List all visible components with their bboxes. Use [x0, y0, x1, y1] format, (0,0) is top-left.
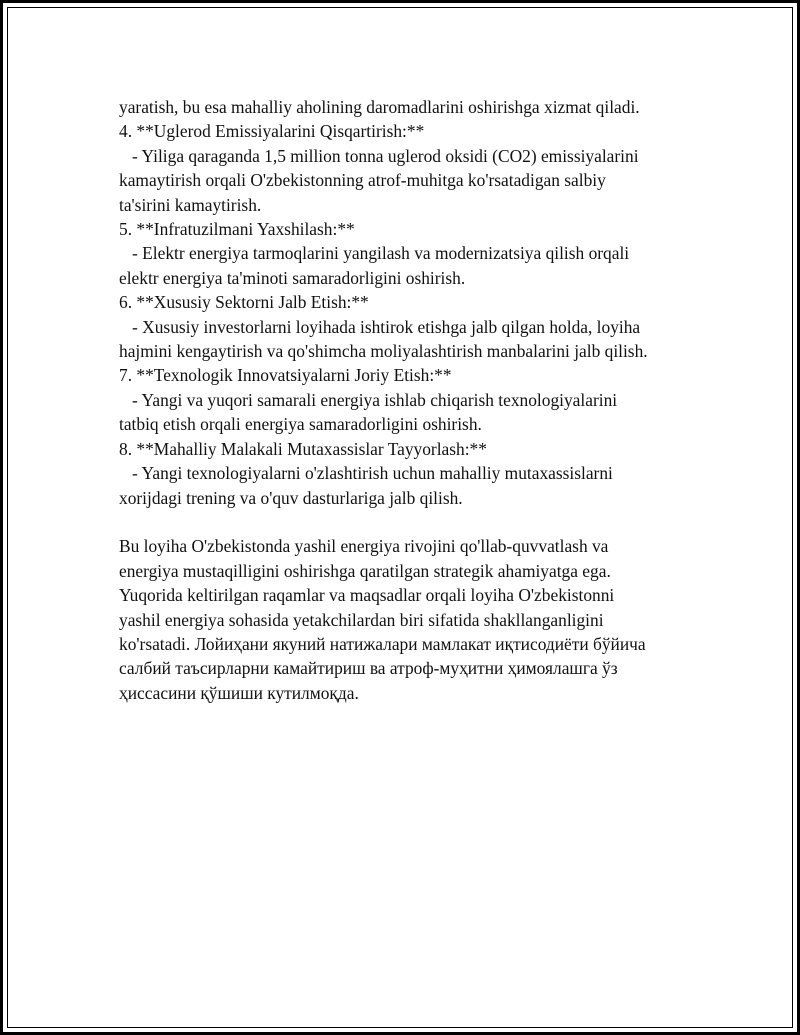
closing-paragraph-line: Bu loyiha O'zbekistonda yashil energiya rivojini qo'llab-quvvatlash va	[119, 536, 609, 557]
closing-paragraph-line: ko'rsatadi. Лойиҳани якуний натижалари мамлакат иқтисодиёти бўйича	[119, 633, 646, 654]
closing-paragraph-line: energiya mustaqilligini oshirishga qaratilgan strategik ahamiyatga ega.	[119, 560, 611, 581]
closing-paragraph-line: yashil energiya sohasida yetakchilardan biri sifatida shakllanganligini	[119, 609, 604, 630]
closing-paragraph-line: ҳиссасини қўшиши кутилмоқда.	[119, 682, 359, 703]
text-line: hajmini kengaytirish va qo'shimcha moliyalashtirish manbalarini jalb qilish.	[119, 341, 648, 362]
text-line: - Yangi va yuqori samarali energiya ishlab chiqarish texnologiyalarini	[119, 389, 618, 410]
text-line: - Yiliga qaraganda 1,5 million tonna uglerod oksidi (CO2) emissiyalarini	[119, 145, 639, 166]
text-line: yaratish, bu esa mahalliy aholining daromadlarini oshirishga xizmat qiladi.	[119, 97, 640, 117]
closing-paragraph-line: салбий таъсирларни камайтириш ва атроф-муҳитни ҳимоялашга ўз	[119, 658, 618, 679]
list-item-heading: 7. **Texnologik Innovatsiyalarni Joriy Etish:**	[119, 365, 452, 386]
list-item-heading: 5. **Infratuzilmani Yaxshilash:**	[119, 219, 355, 240]
text-line: kamaytirish orqali O'zbekistonning atrof-muhitga ko'rsatadigan salbiy	[119, 170, 606, 191]
list-item-heading: 8. **Mahalliy Malakali Mutaxassislar Tayyorlash:**	[119, 438, 487, 459]
closing-paragraph-line: Yuqorida keltirilgan raqamlar va maqsadlar orqali loyiha O'zbekistonni	[119, 585, 615, 606]
paragraph-spacer	[119, 510, 699, 534]
text-line: - Yangi texnologiyalarni o'zlashtirish uchun mahalliy mutaxassislarni	[119, 463, 613, 484]
text-line: ta'sirini kamaytirish.	[119, 194, 262, 215]
text-line: tatbiq etish orqali energiya samaradorligini oshirish.	[119, 414, 482, 435]
list-item-heading: 6. **Xususiy Sektorni Jalb Etish:**	[119, 292, 369, 313]
text-line: - Elektr energiya tarmoqlarini yangilash va modernizatsiya qilish orqali	[119, 243, 630, 264]
list-item-heading: 4. **Uglerod Emissiyalarini Qisqartirish:**	[119, 121, 425, 142]
document-body	[119, 95, 699, 705]
text-line: xorijdagi trening va o'quv dasturlariga jalb qilish.	[119, 487, 463, 508]
text-line: elektr energiya ta'minoti samaradorligini oshirish.	[119, 267, 466, 288]
text-line: - Xususiy investorlarni loyihada ishtirok etishga jalb qilgan holda, loyiha	[119, 316, 641, 337]
